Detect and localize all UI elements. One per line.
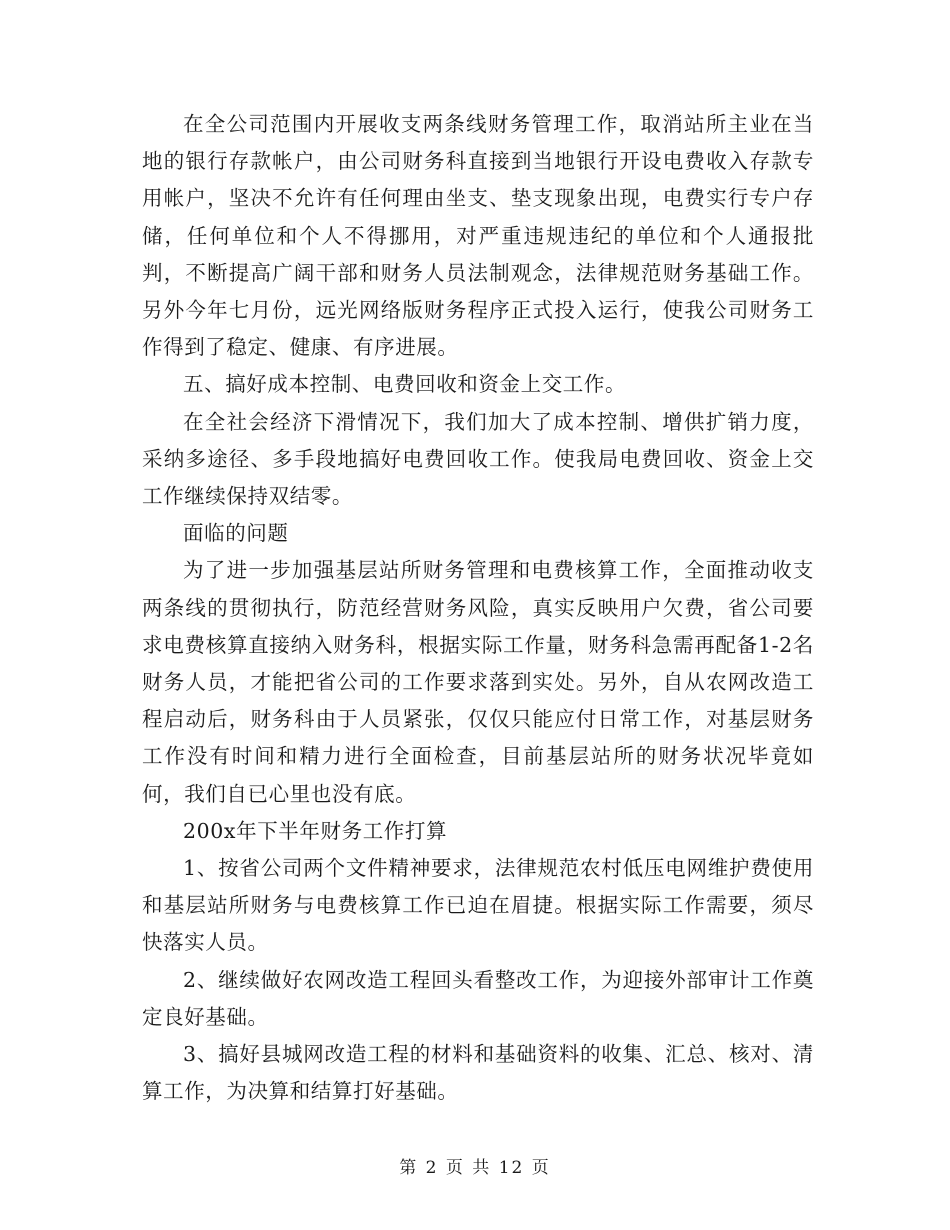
paragraph-cost-control: 在全社会经济下滑情况下，我们加大了成本控制、增供扩销力度，采纳多途径、多手段地搞好电费回收工作。使我局电费回收、资金上交工作继续保持双结零。: [142, 409, 814, 509]
paragraph-problems: 为了进一步加强基层站所财务管理和电费核算工作，全面推动收支两条线的贯彻执行，防范经营财务风险，真实反映用户欠费，省公司要求电费核算直接纳入财务科，根据实际工作量，财务科急需再配备1-2名财务人员，才能把省公司的工作要求落到实处。另外，自从农网改造工程启动后，财务科由于人员紧张，仅仅只能应付日常工作，对基层财务工作没有时间和精力进行全面检查，目前基层站所的财务状况毕竟如何，我们自已心里也没有底。: [142, 558, 814, 806]
document-body: [142, 106, 814, 1110]
page-number-footer: 第 2 页 共 12 页: [399, 1158, 551, 1178]
section-heading-plan: 200x年下半年财务工作打算: [183, 818, 448, 843]
section-heading-problems: 面临的问题: [183, 521, 289, 546]
plan-item-3: 3、搞好县城网改造工程的材料和基础资料的收集、汇总、核对、清算工作，为决算和结算打好基础。: [142, 1042, 814, 1104]
section-heading-cost-control: 五、搞好成本控制、电费回收和资金上交工作。: [183, 372, 627, 397]
plan-item-2: 2、继续做好农网改造工程回头看整改工作，为迎接外部审计工作奠定良好基础。: [142, 967, 814, 1029]
plan-item-1: 1、按省公司两个文件精神要求，法律规范农村低压电网维护费使用和基层站所财务与电费核算工作已迫在眉捷。根据实际工作需要，须尽快落实人员。: [142, 856, 814, 955]
paragraph-finance-management: 在全公司范围内开展收支两条线财务管理工作，取消站所主业在当地的银行存款帐户，由公司财务科直接到当地银行开设电费收入存款专用帐户，坚决不允许有任何理由坐支、垫支现象出现，电费实行专户存储，任何单位和个人不得挪用，对严重违规违纪的单位和个人通报批判，不断提高广阔干部和财务人员法制观念，法律规范财务基础工作。另外今年七月份，远光网络版财务程序正式投入运行，使我公司财务工作得到了稳定、健康、有序进展。: [142, 112, 814, 360]
